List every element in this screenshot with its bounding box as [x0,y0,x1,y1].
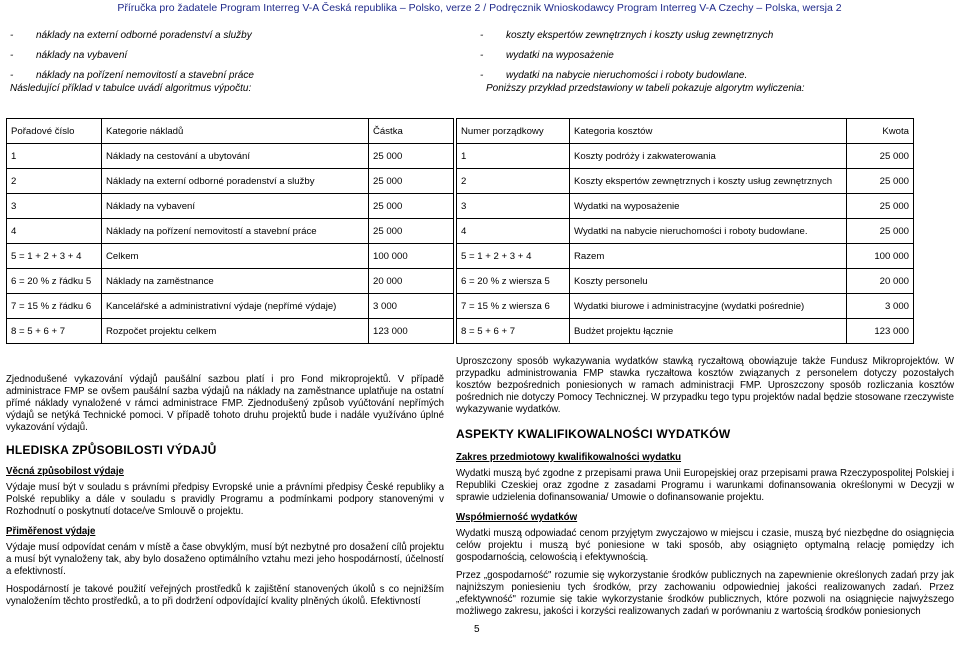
cell: 20 000 [847,269,914,294]
polish-body-text [456,356,954,624]
table-row [7,144,454,169]
subheading: Współmierność wydatków [456,512,578,523]
section-heading: HLEDISKA ZPŮSOBILOSTI VÝDAJŮ [6,443,217,457]
polish-bullet-list [480,26,773,86]
table-row [457,319,914,344]
header-cell: Kategorie nákladů [102,119,369,144]
cell: 5 = 1 + 2 + 3 + 4 [7,244,102,269]
header-cell: Kwota [847,119,914,144]
table-row [457,219,914,244]
header-cell: Numer porządkowy [457,119,570,144]
cell: 3 000 [369,294,454,319]
cell: 25 000 [847,169,914,194]
cell: Wydatki na nabycie nieruchomości i roboty budowlane. [570,219,847,244]
table-row [457,244,914,269]
cell: 20 000 [369,269,454,294]
bullet-item: - wydatki na nabycie nieruchomości i roboty budowlane. [480,70,748,81]
cell: Wydatki biurowe i administracyjne (wydatki pośrednie) [570,294,847,319]
cell: 123 000 [369,319,454,344]
cell: 25 000 [369,219,454,244]
table-row [457,144,914,169]
table-intro: Poniższy przykład przedstawiony w tabeli pokazuje algorytm wyliczenia: [486,83,805,94]
table-row [7,219,454,244]
cell: 25 000 [847,194,914,219]
paragraph: Wydatki muszą być zgodne z przepisami prawa Unii Europejskiej oraz przepisami prawa Rzeczypospolitej Polskiej i Republiki Czeskiej oraz zgodne z zasadami Programu i warunkami dofinansowania określonymi w Decyzji w sprawie udzielenia dofinansowania/ Umowie o dofinansowanie projektu. [456,468,954,503]
cell: 3 000 [847,294,914,319]
cell: 100 000 [847,244,914,269]
subheading: Zakres przedmiotowy kwalifikowalności wydatku [456,452,682,463]
czech-bullet-list [10,26,254,86]
table-header-row [7,119,454,144]
cell: Náklady na pořízení nemovitostí a stavební práce [102,219,369,244]
cell: 25 000 [847,144,914,169]
cell: 8 = 5 + 6 + 7 [7,319,102,344]
table-row [7,319,454,344]
subheading: Věcná způsobilost výdaje [6,466,124,477]
paragraph: Hospodárností je takové použití veřejných prostředků k zajištění stanovených úkolů s co nejnižším vynaložením těchto prostředků, a to při dodržení odpovídající kvality plněných úkolů. Efektivností [6,584,444,607]
cell: 25 000 [847,219,914,244]
cell: Koszty ekspertów zewnętrznych i koszty usług zewnętrznych [570,169,847,194]
table-row [457,269,914,294]
cell: Náklady na zaměstnance [102,269,369,294]
cell: 3 [7,194,102,219]
cell: 2 [7,169,102,194]
page-header: Příručka pro žadatele Program Interreg V-A Česká republika – Polsko, verze 2 / Podręcznik Wnioskodawcy Program Interreg V-A Czechy – Polska, wersja 2 [117,2,842,14]
table-row [457,294,914,319]
cell: 7 = 15 % z řádku 6 [7,294,102,319]
cell: Razem [570,244,847,269]
paragraph: Przez „gospodarność" rozumie się wykorzystanie środków publicznych na zapewnienie określonych zadań przy jak najniższym poniesieniu tych środków, przy zachowaniu odpowiedniej jakości realizowanych zadań. Przez „efektywność" rozumie się takie wykorzystanie środków publicznych, które pozwoli na osiągnięcie najwyższego możliwego zakresu, jakości i korzyści realizowanych zadań w porównaniu z wartością środków poniesionych [456,570,954,617]
cell: Koszty podróży i zakwaterowania [570,144,847,169]
header-cell: Pořadové číslo [7,119,102,144]
cell: 6 = 20 % z řádku 5 [7,269,102,294]
cell: 123 000 [847,319,914,344]
header-cell: Kategoria kosztów [570,119,847,144]
cost-table-pl [456,118,914,344]
paragraph: Zjednodušené vykazování výdajů paušální sazbou platí i pro Fond mikroprojektů. V případě administrace FMP se ovšem paušální sazba výdajů na náklady na zaměstnance uplatňuje na ostatní přímé náklady vynaložené v rámci administrace FMP. Zjednodušený způsob vyúčtování nepřímých výdajů se netýká Technické pomoci. V případě tohoto druhu projektů bude i nadále využíváno úplné vykazování výdajů. [6,374,444,433]
page-number: 5 [474,624,480,635]
cell: Wydatki na wyposażenie [570,194,847,219]
cell: 7 = 15 % z wiersza 6 [457,294,570,319]
cell: Náklady na externí odborné poradenství a služby [102,169,369,194]
cell: Kancelářské a administrativní výdaje (nepřímé výdaje) [102,294,369,319]
table-intro: Následující příklad v tabulce uvádí algoritmus výpočtu: [10,83,252,94]
table-row [7,269,454,294]
cell: Celkem [102,244,369,269]
paragraph: Uproszczony sposób wykazywania wydatków stawką ryczałtową obowiązuje także Fundusz Mikroprojektów. W przypadku administrowania FMP stawka ryczałtowa kosztów związanych z personelem dotyczy pozostałych kosztów bezpośrednich poniesionych w ramach administracji FMP. Uproszczony sposób rozliczania kosztów pośrednich nie dotyczy Pomocy Technicznej. W przypadku tego typu projektów nadal będzie stosowane rzeczywiste wykazywanie wydatków. [456,356,954,415]
bullet-item: - náklady na vybavení [10,50,128,61]
cell: 3 [457,194,570,219]
table-header-row [457,119,914,144]
paragraph: Výdaje musí být v souladu s právními předpisy Evropské unie a právními předpisy České republiky a Polské republiky a dále v souladu s pravidly Programu a podmínkami podpory stanovenými v Rozhodnutí o poskytnutí dotace/ve Smlouvě o projektu. [6,482,444,517]
header-cell: Částka [369,119,454,144]
czech-body-text [6,374,444,614]
bullet-item: - náklady na externí odborné poradenství a služby [10,30,252,41]
table-row [7,169,454,194]
table-row [457,194,914,219]
bullet-item: - náklady na pořízení nemovitostí a stavební práce [10,70,254,81]
bullet-item: - koszty ekspertów zewnętrznych i koszty usług zewnętrznych [480,30,774,41]
cell: 25 000 [369,169,454,194]
cell: 1 [457,144,570,169]
cell: 25 000 [369,194,454,219]
paragraph: Výdaje musí odpovídat cenám v místě a čase obvyklým, musí být nezbytné pro dosažení cílů projektu a musí být vynaloženy tak, aby bylo dosaženo optimálního vztahu mezi jeho hospodárností, účelností a efektivností. [6,542,444,577]
cell: 2 [457,169,570,194]
cell: 4 [457,219,570,244]
cell: 100 000 [369,244,454,269]
cell: 8 = 5 + 6 + 7 [457,319,570,344]
table-row [457,169,914,194]
paragraph: Wydatki muszą odpowiadać cenom przyjętym zwyczajowo w miejscu i czasie, muszą być niezbędne do osiągnięcia celów projektu i muszą być poniesione w taki sposób, aby osiągnięto optymalną relację pomiędzy ich gospodarnością, celowością i efektywnością. [456,528,954,563]
cell: Budżet projektu łącznie [570,319,847,344]
subheading: Přiměřenost výdaje [6,526,96,537]
bullet-item: - wydatki na wyposażenie [480,50,614,61]
cell: Náklady na vybavení [102,194,369,219]
table-row [7,294,454,319]
cell: Koszty personelu [570,269,847,294]
cell: 4 [7,219,102,244]
table-row [7,194,454,219]
section-heading: ASPEKTY KWALIFIKOWALNOŚCI WYDATKÓW [456,427,731,441]
cell: 1 [7,144,102,169]
table-row [7,244,454,269]
cell: Rozpočet projektu celkem [102,319,369,344]
cell: 5 = 1 + 2 + 3 + 4 [457,244,570,269]
cell: 6 = 20 % z wiersza 5 [457,269,570,294]
cell: Náklady na cestování a ubytování [102,144,369,169]
cell: 25 000 [369,144,454,169]
cost-table-cz [6,118,454,344]
